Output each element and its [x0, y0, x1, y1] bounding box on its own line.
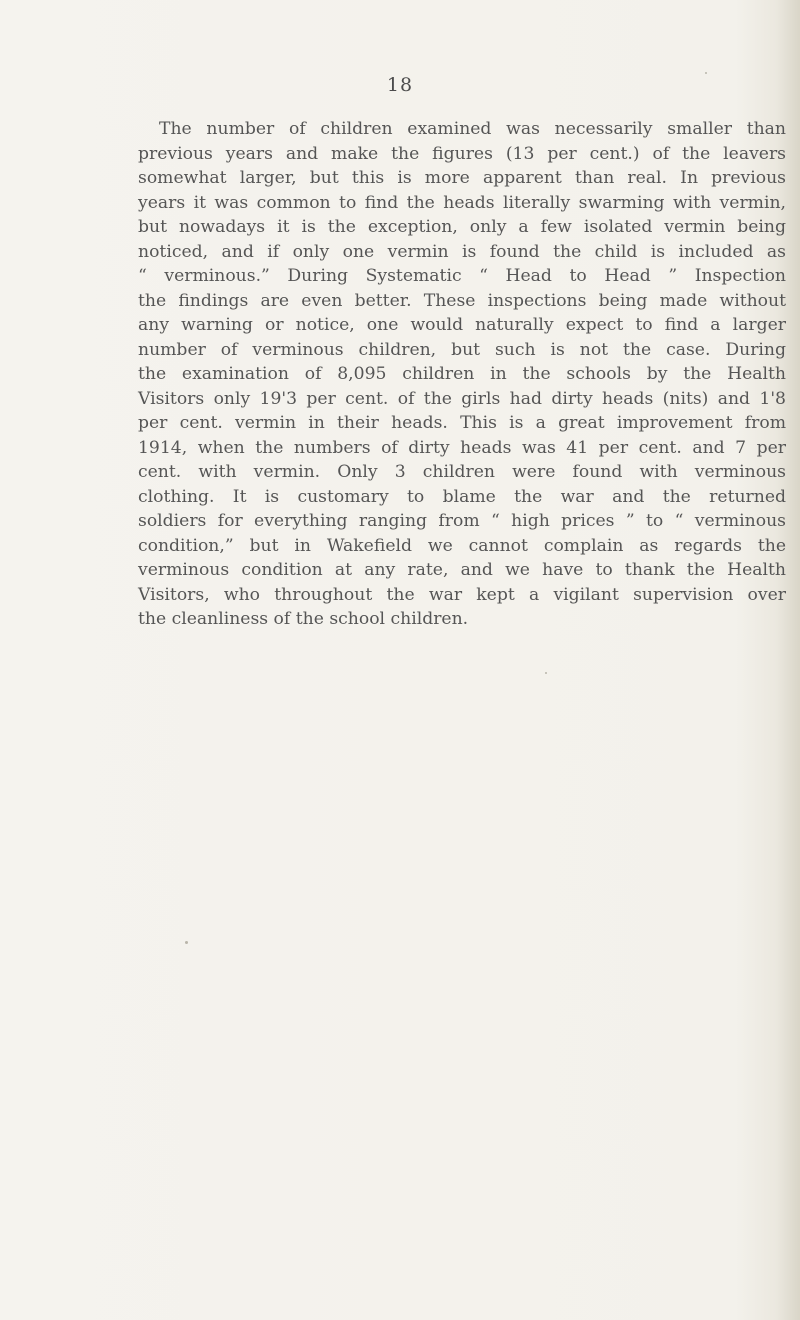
text-line: noticed, and if only one vermin is found the child is included as	[138, 241, 786, 262]
text-line: The number of children examined was necessarily smaller than	[159, 119, 786, 139]
text-line: number of verminous children, but such is not the case. During	[138, 339, 786, 360]
text-line: the examination of 8,095 children in the schools by the Health	[138, 364, 786, 384]
body-paragraph	[138, 117, 786, 632]
paper-speck	[185, 941, 188, 944]
text-line: previous years and make the figures (13 per cent.) of the leavers	[138, 143, 786, 164]
text-line: per cent. vermin in their heads. This is a great improvement from	[138, 413, 786, 433]
text-line: soldiers for everything ranging from “ high prices ” to “ verminous	[138, 511, 786, 531]
text-line: Visitors, who throughout the war kept a vigilant supervision over	[138, 584, 786, 605]
text-line: Visitors only 19'3 per cent. of the girls had dirty heads (nits) and 1'8	[138, 388, 786, 409]
text-line: “ verminous.” During Systematic “ Head to Head ” Inspection	[138, 266, 786, 286]
text-line: clothing. It is customary to blame the war and the returned	[138, 486, 786, 507]
text-line: years it was common to find the heads literally swarming with vermin,	[138, 192, 786, 213]
text-line: but nowadays it is the exception, only a few isolated vermin being	[138, 217, 786, 237]
paper-speck	[545, 672, 547, 674]
text-line: 1914, when the numbers of dirty heads was 41 per cent. and 7 per	[138, 437, 786, 458]
text-line: condition,” but in Wakefield we cannot complain as regards the	[138, 535, 786, 556]
text-line: the findings are even better. These inspections being made without	[138, 290, 786, 311]
text-line: verminous condition at any rate, and we have to thank the Health	[138, 560, 786, 580]
text-line: any warning or notice, one would naturally expect to find a larger	[138, 315, 786, 335]
paper-speck	[705, 72, 707, 74]
text-line: cent. with vermin. Only 3 children were found with verminous	[138, 462, 786, 482]
page-number: 18	[386, 74, 414, 96]
text-line: the cleanliness of the school children.	[138, 609, 469, 629]
text-line: somewhat larger, but this is more apparent than real. In previous	[138, 168, 786, 188]
